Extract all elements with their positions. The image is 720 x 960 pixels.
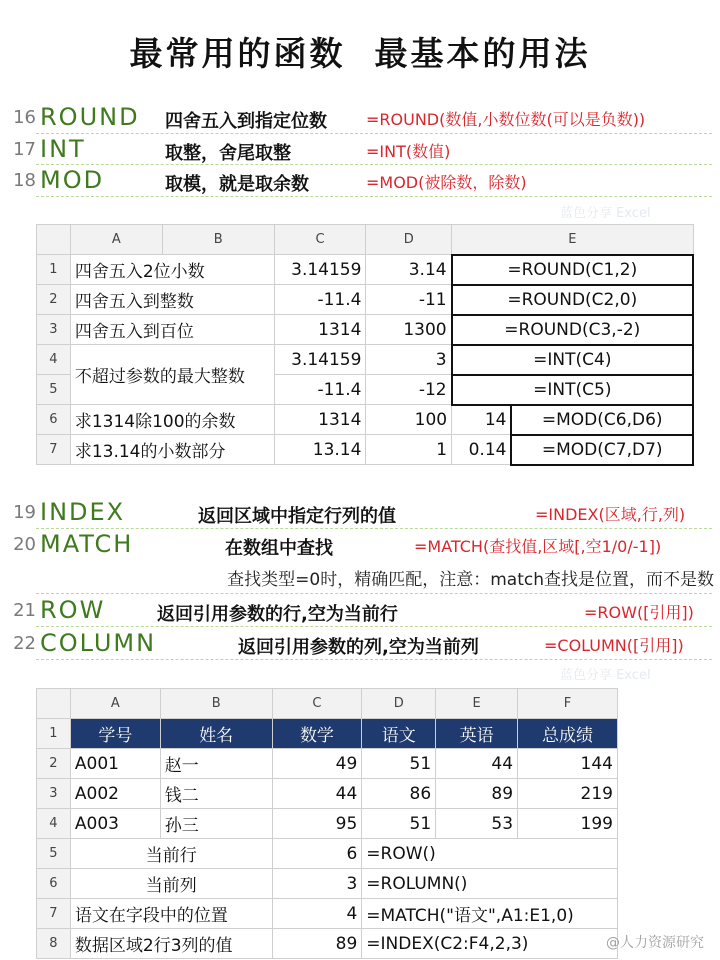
total-cell[interactable]: 219 <box>518 779 618 809</box>
result-cell[interactable]: 4 <box>272 899 362 929</box>
watermark: 蓝色分享 Excel <box>560 668 651 683</box>
divider <box>36 164 712 165</box>
total-cell[interactable]: 144 <box>518 749 618 779</box>
formula-cell[interactable]: =ROUND(C1,2) <box>452 255 693 285</box>
score-cell[interactable]: 89 <box>436 779 518 809</box>
function-row-match <box>0 530 720 560</box>
result-cell[interactable]: 3 <box>272 869 362 899</box>
row-header: 5 <box>37 839 71 869</box>
score-cell[interactable]: 44 <box>272 779 362 809</box>
result-cell[interactable]: 14 <box>452 405 512 435</box>
column-header: A <box>70 225 162 255</box>
row-number: 21 <box>13 600 36 621</box>
row-header: 6 <box>37 869 71 899</box>
row-header: 6 <box>37 405 71 435</box>
row-number: 17 <box>13 139 36 160</box>
column-header: A <box>70 689 160 719</box>
match-note: 查找类型=0时，精确匹配，注意：match查找是位置，而不是数 <box>227 570 714 590</box>
column-header: C <box>272 689 362 719</box>
formula-cell[interactable]: =ROLUMN() <box>362 869 618 899</box>
column-header: F <box>518 689 618 719</box>
header-cell[interactable]: 英语 <box>436 719 518 749</box>
score-cell[interactable]: 95 <box>272 809 362 839</box>
row-number: 22 <box>13 633 36 654</box>
header-cell[interactable]: 数学 <box>272 719 362 749</box>
student-id-cell[interactable]: A001 <box>70 749 160 779</box>
spreadsheet-functions <box>36 224 694 466</box>
function-name: INDEX <box>40 498 126 526</box>
row-header: 7 <box>37 435 71 465</box>
column-header: B <box>162 225 274 255</box>
value-cell[interactable]: 13.14 <box>274 435 366 465</box>
function-syntax: =INT(数值) <box>366 142 451 161</box>
row-header: 3 <box>37 315 71 345</box>
function-description: 返回引用参数的列,空为当前列 <box>238 637 479 658</box>
result-cell[interactable]: -11 <box>366 285 452 315</box>
result-cell[interactable]: 89 <box>272 929 362 959</box>
divider <box>36 593 712 594</box>
result-cell[interactable]: -12 <box>366 375 452 405</box>
score-cell[interactable]: 53 <box>436 809 518 839</box>
function-row-column <box>0 629 720 659</box>
value-cell[interactable]: 1314 <box>274 315 366 345</box>
column-header: C <box>274 225 366 255</box>
label-cell[interactable]: 语文在字段中的位置 <box>70 899 272 929</box>
function-syntax: =COLUMN([引用]) <box>544 636 684 655</box>
divider <box>36 196 712 197</box>
row-header: 4 <box>37 345 71 375</box>
row-header: 1 <box>37 719 71 749</box>
formula-cell[interactable]: =MOD(C7,D7) <box>511 435 693 465</box>
column-header: E <box>452 225 693 255</box>
score-cell[interactable]: 86 <box>362 779 436 809</box>
divisor-cell[interactable]: 100 <box>366 405 452 435</box>
function-description: 返回引用参数的行,空为当前行 <box>157 604 398 625</box>
formula-cell[interactable]: =ROUND(C3,-2) <box>452 315 693 345</box>
result-cell[interactable]: 3 <box>366 345 452 375</box>
function-row-mod <box>0 166 720 196</box>
function-syntax: =ROUND(数值,小数位数(可以是负数)) <box>366 110 646 129</box>
function-row-round <box>0 103 720 133</box>
function-description: 返回区域中指定行列的值 <box>198 506 396 527</box>
label-cell[interactable]: 当前行 <box>70 839 272 869</box>
function-description: 四舍五入到指定位数 <box>165 111 327 132</box>
result-cell[interactable]: 3.14 <box>366 255 452 285</box>
function-syntax: =ROW([引用]) <box>584 603 694 622</box>
label-cell[interactable]: 数据区域2行3列的值 <box>70 929 272 959</box>
row-number: 19 <box>13 502 36 523</box>
score-cell[interactable]: 49 <box>272 749 362 779</box>
row-header: 2 <box>37 285 71 315</box>
column-header: E <box>436 689 518 719</box>
divisor-cell[interactable]: 1 <box>366 435 452 465</box>
function-row-row <box>0 596 720 626</box>
page-title: 最常用的函数 最基本的用法 <box>129 34 591 73</box>
row-header: 8 <box>37 929 71 959</box>
total-cell[interactable]: 199 <box>518 809 618 839</box>
column-header: B <box>160 689 272 719</box>
divider <box>36 626 712 627</box>
description-cell[interactable]: 求13.14的小数部分 <box>70 435 274 465</box>
formula-cell[interactable]: =ROW() <box>362 839 618 869</box>
label-cell[interactable]: 当前列 <box>70 869 272 899</box>
description-cell[interactable]: 四舍五入2位小数 <box>70 255 274 285</box>
student-name-cell[interactable]: 钱二 <box>160 779 272 809</box>
function-name: INT <box>40 135 86 163</box>
function-syntax: =INDEX(区域,行,列) <box>535 505 686 524</box>
row-header: 1 <box>37 255 71 285</box>
function-row-int <box>0 135 720 165</box>
formula-cell[interactable]: =INT(C5) <box>452 375 693 405</box>
row-header: 7 <box>37 899 71 929</box>
divider <box>36 133 712 134</box>
row-header: 5 <box>37 375 71 405</box>
function-description: 在数组中查找 <box>225 538 333 559</box>
formula-cell[interactable]: =MATCH("语文",A1:E1,0) <box>362 899 618 929</box>
divider <box>36 659 712 660</box>
corner-cell <box>37 225 71 255</box>
student-name-cell[interactable]: 孙三 <box>160 809 272 839</box>
value-cell[interactable]: 1314 <box>274 405 366 435</box>
description-cell[interactable]: 四舍五入到百位 <box>70 315 274 345</box>
result-cell[interactable]: 1300 <box>366 315 452 345</box>
value-cell[interactable]: 3.14159 <box>274 345 366 375</box>
header-cell[interactable]: 学号 <box>70 719 160 749</box>
footer-watermark: @人力资源研究 <box>606 935 704 951</box>
header-cell[interactable]: 语文 <box>362 719 436 749</box>
function-name: ROUND <box>40 103 140 131</box>
score-cell[interactable]: 51 <box>362 749 436 779</box>
student-id-cell[interactable]: A002 <box>70 779 160 809</box>
function-name: COLUMN <box>40 629 157 657</box>
header-cell[interactable]: 总成绩 <box>518 719 618 749</box>
value-cell[interactable]: -11.4 <box>274 375 366 405</box>
student-name-cell[interactable]: 赵一 <box>160 749 272 779</box>
description-cell[interactable]: 求1314除100的余数 <box>70 405 274 435</box>
description-cell[interactable]: 四舍五入到整数 <box>70 285 274 315</box>
score-cell[interactable]: 44 <box>436 749 518 779</box>
watermark: 蓝色分享 Excel <box>560 206 651 221</box>
function-name: MOD <box>40 166 105 194</box>
function-name: ROW <box>40 596 106 624</box>
divider <box>36 528 712 529</box>
row-header: 4 <box>37 809 71 839</box>
student-id-cell[interactable]: A003 <box>70 809 160 839</box>
value-cell[interactable]: 3.14159 <box>274 255 366 285</box>
function-syntax: =MATCH(查找值,区域[,空1/0/-1]) <box>414 537 662 556</box>
value-cell[interactable]: -11.4 <box>274 285 366 315</box>
score-cell[interactable]: 51 <box>362 809 436 839</box>
column-header: D <box>366 225 452 255</box>
result-cell[interactable]: 6 <box>272 839 362 869</box>
function-syntax: =MOD(被除数，除数) <box>366 173 527 192</box>
header-cell[interactable]: 姓名 <box>160 719 272 749</box>
function-name: MATCH <box>40 530 134 558</box>
column-header: D <box>362 689 436 719</box>
spreadsheet-lookup <box>36 688 618 959</box>
row-number: 18 <box>13 170 36 191</box>
formula-cell[interactable]: =MOD(C6,D6) <box>511 405 693 435</box>
row-header: 2 <box>37 749 71 779</box>
function-description: 取整，舍尾取整 <box>165 143 291 164</box>
row-number: 20 <box>13 534 36 555</box>
description-cell[interactable]: 不超过参数的最大整数 <box>70 345 274 405</box>
row-number: 16 <box>13 107 36 128</box>
formula-cell[interactable]: =ROUND(C2,0) <box>452 285 693 315</box>
corner-cell <box>37 689 71 719</box>
result-cell[interactable]: 0.14 <box>452 435 512 465</box>
row-header: 3 <box>37 779 71 809</box>
function-row-index <box>0 498 720 528</box>
formula-cell[interactable]: =INDEX(C2:F4,2,3) <box>362 929 618 959</box>
function-description: 取模，就是取余数 <box>165 174 309 195</box>
formula-cell[interactable]: =INT(C4) <box>452 345 693 375</box>
